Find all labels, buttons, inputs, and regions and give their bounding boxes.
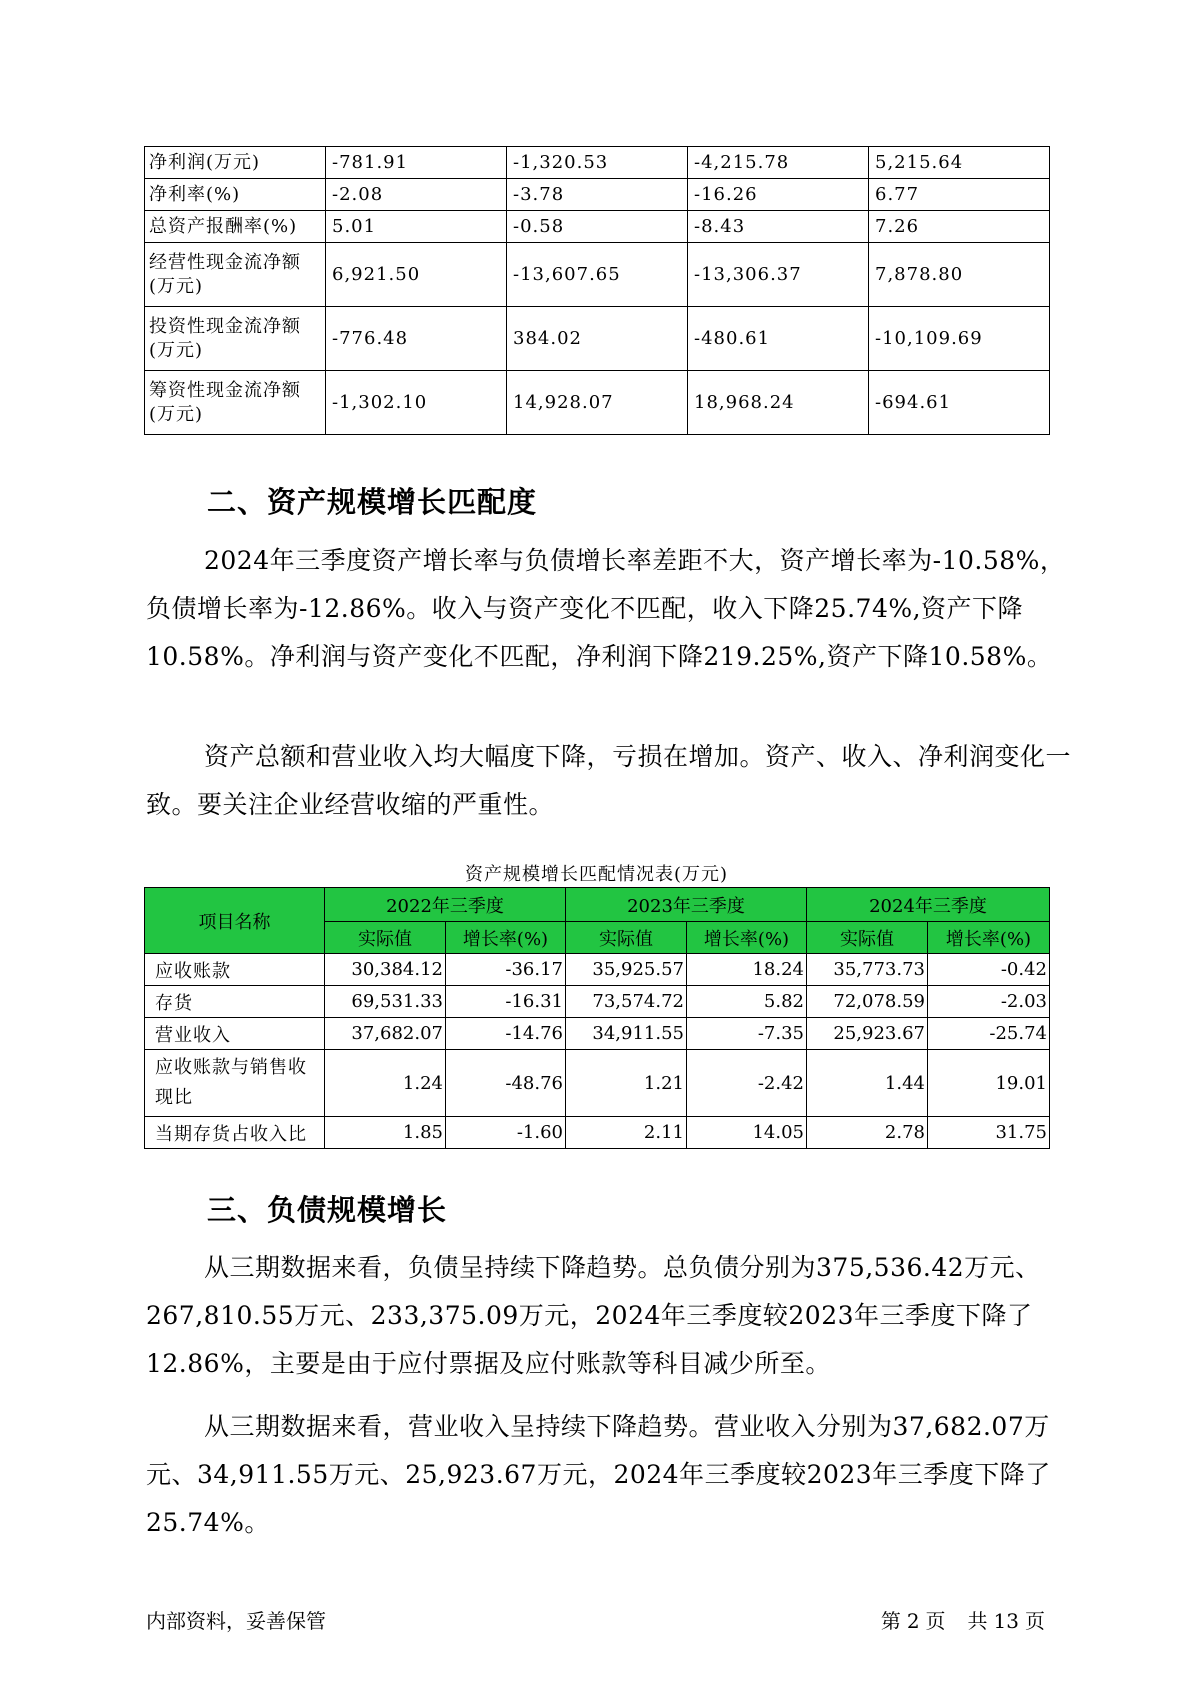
cell-value: -2.08 [326,179,507,211]
row-label: 总资产报酬率(%) [145,211,326,243]
table-row [145,179,1050,211]
cell-value: 30,384.12 [325,954,446,986]
column-header: 2024年三季度 [807,888,1050,922]
cell-value: 14.05 [687,1117,807,1149]
cell-value: 2.11 [566,1117,687,1149]
cell-value: 37,682.07 [325,1018,446,1050]
page-number [881,1605,1045,1634]
row-label: 经营性现金流净额(万元) [145,243,326,307]
cell-value: 7.26 [869,211,1050,243]
footer-confidential-note: 内部资料，妥善保管 [146,1609,326,1633]
cell-value: 14,928.07 [507,371,688,435]
table-row [145,147,1050,179]
table-row [145,371,1050,435]
page-prefix: 第 [880,1609,901,1633]
cell-value: -0.42 [928,954,1050,986]
paragraph: 2024年三季度资产增长率与负债增长率差距不大，资产增长率为-10.58%，负债增长率为-12.86%。收入与资产变化不匹配，收入下降25.74%,资产下降10.58%。净利润与资产变化不匹配，净利润下降219.25%,资产下降10.58%。 [146,546,1066,671]
section-heading: 二、资产规模增长匹配度 [207,485,538,519]
cell-value: -8.43 [688,211,869,243]
row-label: 净利率(%) [145,179,326,211]
row-label: 应收账款与销售收现比 [145,1050,325,1117]
paragraph: 从三期数据来看，营业收入呈持续下降趋势。营业收入分别为37,682.07万元、34,911.55万元、25,923.67万元，2024年三季度较2023年三季度下降了25.74%。 [146,1412,1051,1537]
column-header: 增长率(%) [687,922,807,954]
row-label: 当期存货占收入比 [145,1117,325,1149]
cell-value: -16.26 [688,179,869,211]
row-label: 存货 [145,986,325,1018]
financial-metrics-table [144,146,1050,435]
table-row [145,211,1050,243]
cell-value: 69,531.33 [325,986,446,1018]
total-num: 13 [993,1609,1019,1633]
cell-value: 1.24 [325,1050,446,1117]
page-num: 2 [906,1609,920,1633]
cell-value: -25.74 [928,1018,1050,1050]
cell-value: -13,607.65 [507,243,688,307]
header-row [145,888,1050,922]
row-label: 营业收入 [145,1018,325,1050]
cell-value: 18,968.24 [688,371,869,435]
cell-value: 35,925.57 [566,954,687,986]
column-header: 实际值 [807,922,928,954]
column-header: 实际值 [566,922,687,954]
cell-value: 6.77 [869,179,1050,211]
row-label: 投资性现金流净额(万元) [145,307,326,371]
cell-value: -694.61 [869,371,1050,435]
cell-value: 6,921.50 [326,243,507,307]
table-row [145,307,1050,371]
cell-value: -2.42 [687,1050,807,1117]
row-label: 应收账款 [145,954,325,986]
column-header: 实际值 [325,922,446,954]
cell-value: -2.03 [928,986,1050,1018]
table-row [145,986,1050,1018]
cell-value: 1.21 [566,1050,687,1117]
table-row [145,1050,1050,1117]
cell-value: -14.76 [446,1018,566,1050]
cell-value: -1,320.53 [507,147,688,179]
column-header: 项目名称 [145,888,325,954]
cell-value: -16.31 [446,986,566,1018]
table-row [145,243,1050,307]
cell-value: 72,078.59 [807,986,928,1018]
cell-value: -36.17 [446,954,566,986]
total-suffix: 页 [1025,1609,1045,1633]
column-header: 2023年三季度 [566,888,807,922]
cell-value: -1,302.10 [326,371,507,435]
cell-value: -4,215.78 [688,147,869,179]
column-header: 增长率(%) [446,922,566,954]
cell-value: -0.58 [507,211,688,243]
cell-value: -1.60 [446,1117,566,1149]
column-header: 2022年三季度 [325,888,566,922]
row-label: 净利润(万元) [145,147,326,179]
cell-value: -48.76 [446,1050,566,1117]
cell-value: 73,574.72 [566,986,687,1018]
column-header: 增长率(%) [928,922,1050,954]
cell-value: 5.82 [687,986,807,1018]
total-prefix: 共 [967,1609,988,1633]
cell-value: -781.91 [326,147,507,179]
cell-value: 1.85 [325,1117,446,1149]
cell-value: -776.48 [326,307,507,371]
cell-value: 2.78 [807,1117,928,1149]
paragraph: 从三期数据来看，负债呈持续下降趋势。总负债分别为375,536.42万元、267,810.55万元、233,375.09万元，2024年三季度较2023年三季度下降了12.86%，主要是由于应付票据及应付账款等科目减少所至。 [146,1253,1041,1378]
table-row [145,1117,1050,1149]
page-mid: 页 [925,1609,946,1633]
cell-value: 34,911.55 [566,1018,687,1050]
table-row [145,1018,1050,1050]
asset-growth-match-table [144,887,1050,1149]
cell-value: 1.44 [807,1050,928,1117]
section-heading: 三、负债规模增长 [207,1193,448,1227]
table-row [145,954,1050,986]
cell-value: 25,923.67 [807,1018,928,1050]
cell-value: -7.35 [687,1018,807,1050]
row-label: 筹资性现金流净额(万元) [145,371,326,435]
cell-value: -480.61 [688,307,869,371]
cell-value: -13,306.37 [688,243,869,307]
cell-value: 5.01 [326,211,507,243]
cell-value: 5,215.64 [869,147,1050,179]
cell-value: -3.78 [507,179,688,211]
cell-value: 384.02 [507,307,688,371]
cell-value: 7,878.80 [869,243,1050,307]
table-caption: 资产规模增长匹配情况表(万元) [464,864,729,885]
cell-value: 31.75 [928,1117,1050,1149]
cell-value: 19.01 [928,1050,1050,1117]
cell-value: 18.24 [687,954,807,986]
cell-value: 35,773.73 [807,954,928,986]
paragraph: 资产总额和营业收入均大幅度下降，亏损在增加。资产、收入、净利润变化一致。要关注企业经营收缩的严重性。 [146,742,1072,819]
cell-value: -10,109.69 [869,307,1050,371]
